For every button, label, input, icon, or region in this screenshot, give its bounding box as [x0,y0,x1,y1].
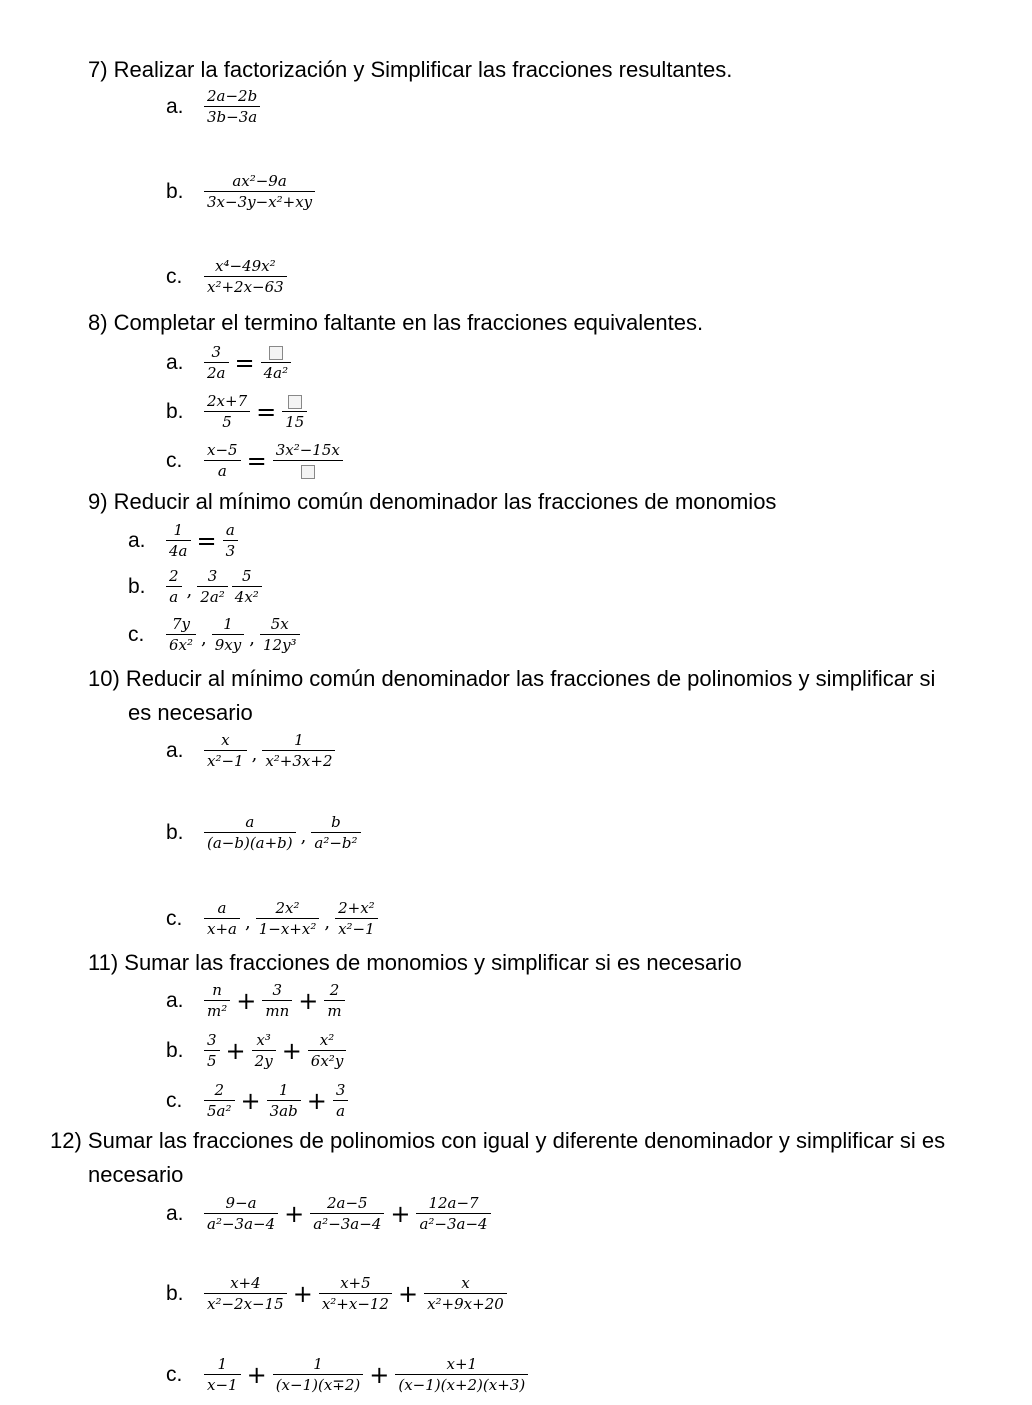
fraction: $\frac{x+5}{\text{x²+x−12}}$ [319,1273,392,1314]
q8b [166,391,309,432]
plus-sign: + [240,1086,261,1115]
fraction: $\frac{n}{\text{m²}}$ [204,980,230,1021]
item-label: b. [166,1038,184,1062]
item-label: c. [166,448,183,472]
item-label: c. [166,906,183,930]
plus-sign: + [298,986,319,1015]
equals-sign: = [234,348,255,377]
q11a [166,980,347,1021]
q8a [166,342,293,383]
q7a [166,86,262,127]
fraction: $\frac{1}{\text{x²+3x+2}}$ [262,730,335,771]
blank-box[interactable] [288,395,302,409]
fraction: $\frac{x}{\text{x²−1}}$ [204,730,247,771]
fraction: $\frac{\text{x⁴−49x²}}{\text{x²+2x−63}}$ [204,256,287,297]
item-label: b. [128,574,146,598]
fraction: $\frac{1}{3ab}$ [267,1080,301,1121]
q10c [166,898,380,939]
fraction: $\frac{\text{2+x²}}{\text{x²−1}}$ [335,898,378,939]
comma: , [186,580,193,601]
q7b [166,171,317,212]
fraction: $\frac{b}{\text{a²−b²}}$ [311,812,360,853]
q9b [128,566,264,607]
fraction: $\frac{1}{x-1}$ [204,1354,241,1395]
fraction: $\frac{2a-2b}{3b-3a}$ [204,86,260,127]
fraction: $\frac{3}{2a}$ [204,342,229,383]
item-label: c. [166,1088,183,1112]
q11c [166,1080,350,1121]
fraction: $\frac{3}{5}$ [204,1030,220,1071]
fraction: $\frac{\text{2x²}}{\text{1−x+x²}}$ [256,898,320,939]
q11-heading: 11) Sumar las fracciones de monomios y simplificar si es necesario [88,950,742,975]
item-label: a. [166,738,184,762]
fraction: $\frac{1}{(x-1)(x\mp 2)}$ [273,1354,364,1395]
q10a [166,730,337,771]
fraction: $\frac{9-a}{\text{a²−3a−4}}$ [204,1193,278,1234]
plus-sign: + [284,1199,305,1228]
fraction: $\frac{7y}{\text{6x²}}$ [166,614,196,655]
item-label: a. [166,350,184,374]
equals-sign: = [196,526,217,555]
item-label: a. [166,1201,184,1225]
plus-sign: + [225,1036,246,1065]
fraction: $\frac{\text{x³}}{2y}$ [252,1030,276,1071]
fraction: 15 [282,391,307,432]
fraction: $\frac{12a-7}{\text{a²−3a−4}}$ [416,1193,490,1234]
fraction: $\frac{2a-5}{\text{a²−3a−4}}$ [310,1193,384,1234]
fraction: $\frac{\text{x²}}{\text{6x²y}}$ [308,1030,347,1071]
fraction: 4a² [261,342,292,383]
comma: , [249,628,255,649]
fraction: 3x²−15x [273,440,343,481]
fraction: $\frac{x-5}{a}$ [204,440,241,481]
fraction: $\frac{3}{mn}$ [262,980,292,1021]
q9a [128,520,240,561]
item-label: c. [166,1362,183,1386]
fraction: $\frac{a}{3}$ [223,520,239,561]
fraction: $\frac{x+1}{(x-1)(x+2)(x+3)}$ [395,1354,528,1395]
plus-sign: + [306,1086,327,1115]
q12b [166,1273,509,1314]
equals-sign: = [246,446,267,475]
item-label: a. [128,528,146,552]
plus-sign: + [369,1360,390,1389]
plus-sign: + [292,1279,313,1308]
fraction: $\frac{2x+7}{5}$ [204,391,250,432]
fraction: $\frac{x}{\text{x²+9x+20}}$ [424,1273,507,1314]
fraction: $\frac{a}{(a-b)(a+b)}$ [204,812,296,853]
q7c [166,256,289,297]
blank-box[interactable] [301,465,315,479]
comma: , [324,912,331,933]
plus-sign: + [390,1199,411,1228]
q8-heading: 8) Completar el termino faltante en las fracciones equivalentes. [88,310,704,335]
item-label: a. [166,94,184,118]
fraction: $\frac{1}{4a}$ [166,520,191,561]
q12-heading: 12) Sumar las fracciones de polinomios con igual y diferente denominador y simplificar si es [50,1128,946,1153]
item-label: b. [166,820,184,844]
comma: , [251,744,258,765]
item-label: b. [166,1281,184,1305]
fraction: $\frac{2}{a}$ [166,566,182,607]
item-label: a. [166,988,184,1012]
plus-sign: + [397,1279,419,1308]
comma: , [300,826,307,847]
q12a [166,1193,493,1234]
blank-box[interactable] [269,346,283,360]
q12-heading-cont: necesario [88,1162,184,1187]
fraction: $\frac{3}{\text{2a²}}$ [197,566,228,607]
q10-heading-cont: es necesario [128,700,253,725]
item-label: b. [166,179,184,203]
q12c [166,1354,530,1395]
fraction: $\frac{1}{9xy}$ [212,614,244,655]
comma: , [201,628,207,649]
plus-sign: + [246,1360,267,1389]
q9-heading: 9) Reducir al mínimo común denominador las fracciones de monomios [88,489,777,514]
plus-sign: + [236,986,257,1015]
fraction: $\frac{a}{x+a}$ [204,898,240,939]
fraction: $\frac{2}{m}$ [324,980,344,1021]
fraction: $\frac{5}{\text{4x²}}$ [232,566,262,607]
item-label: c. [166,264,183,288]
fraction: $\frac{x+4}{\text{x²−2x−15}}$ [204,1273,287,1314]
q9c [128,614,302,655]
fraction: $\frac{3}{a}$ [333,1080,349,1121]
q10-heading: 10) Reducir al mínimo común denominador las fracciones de polinomios y simplificar si [88,666,936,691]
q11b [166,1030,348,1071]
fraction: $\frac{\text{ax²−9a}}{\text{3x−3y−x²+xy}}$ [204,171,315,212]
item-label: b. [166,399,184,423]
fraction: $\frac{2}{\text{5a²}}$ [204,1080,235,1121]
q8c [166,440,345,481]
q10b [166,812,363,853]
fraction: $\frac{5x}{\text{12y³}}$ [260,614,300,655]
equals-sign: = [256,397,277,426]
comma: , [244,912,251,933]
plus-sign: + [281,1036,302,1065]
item-label: c. [128,622,145,646]
q7-heading: 7) Realizar la factorización y Simplificar las fracciones resultantes. [88,57,733,82]
